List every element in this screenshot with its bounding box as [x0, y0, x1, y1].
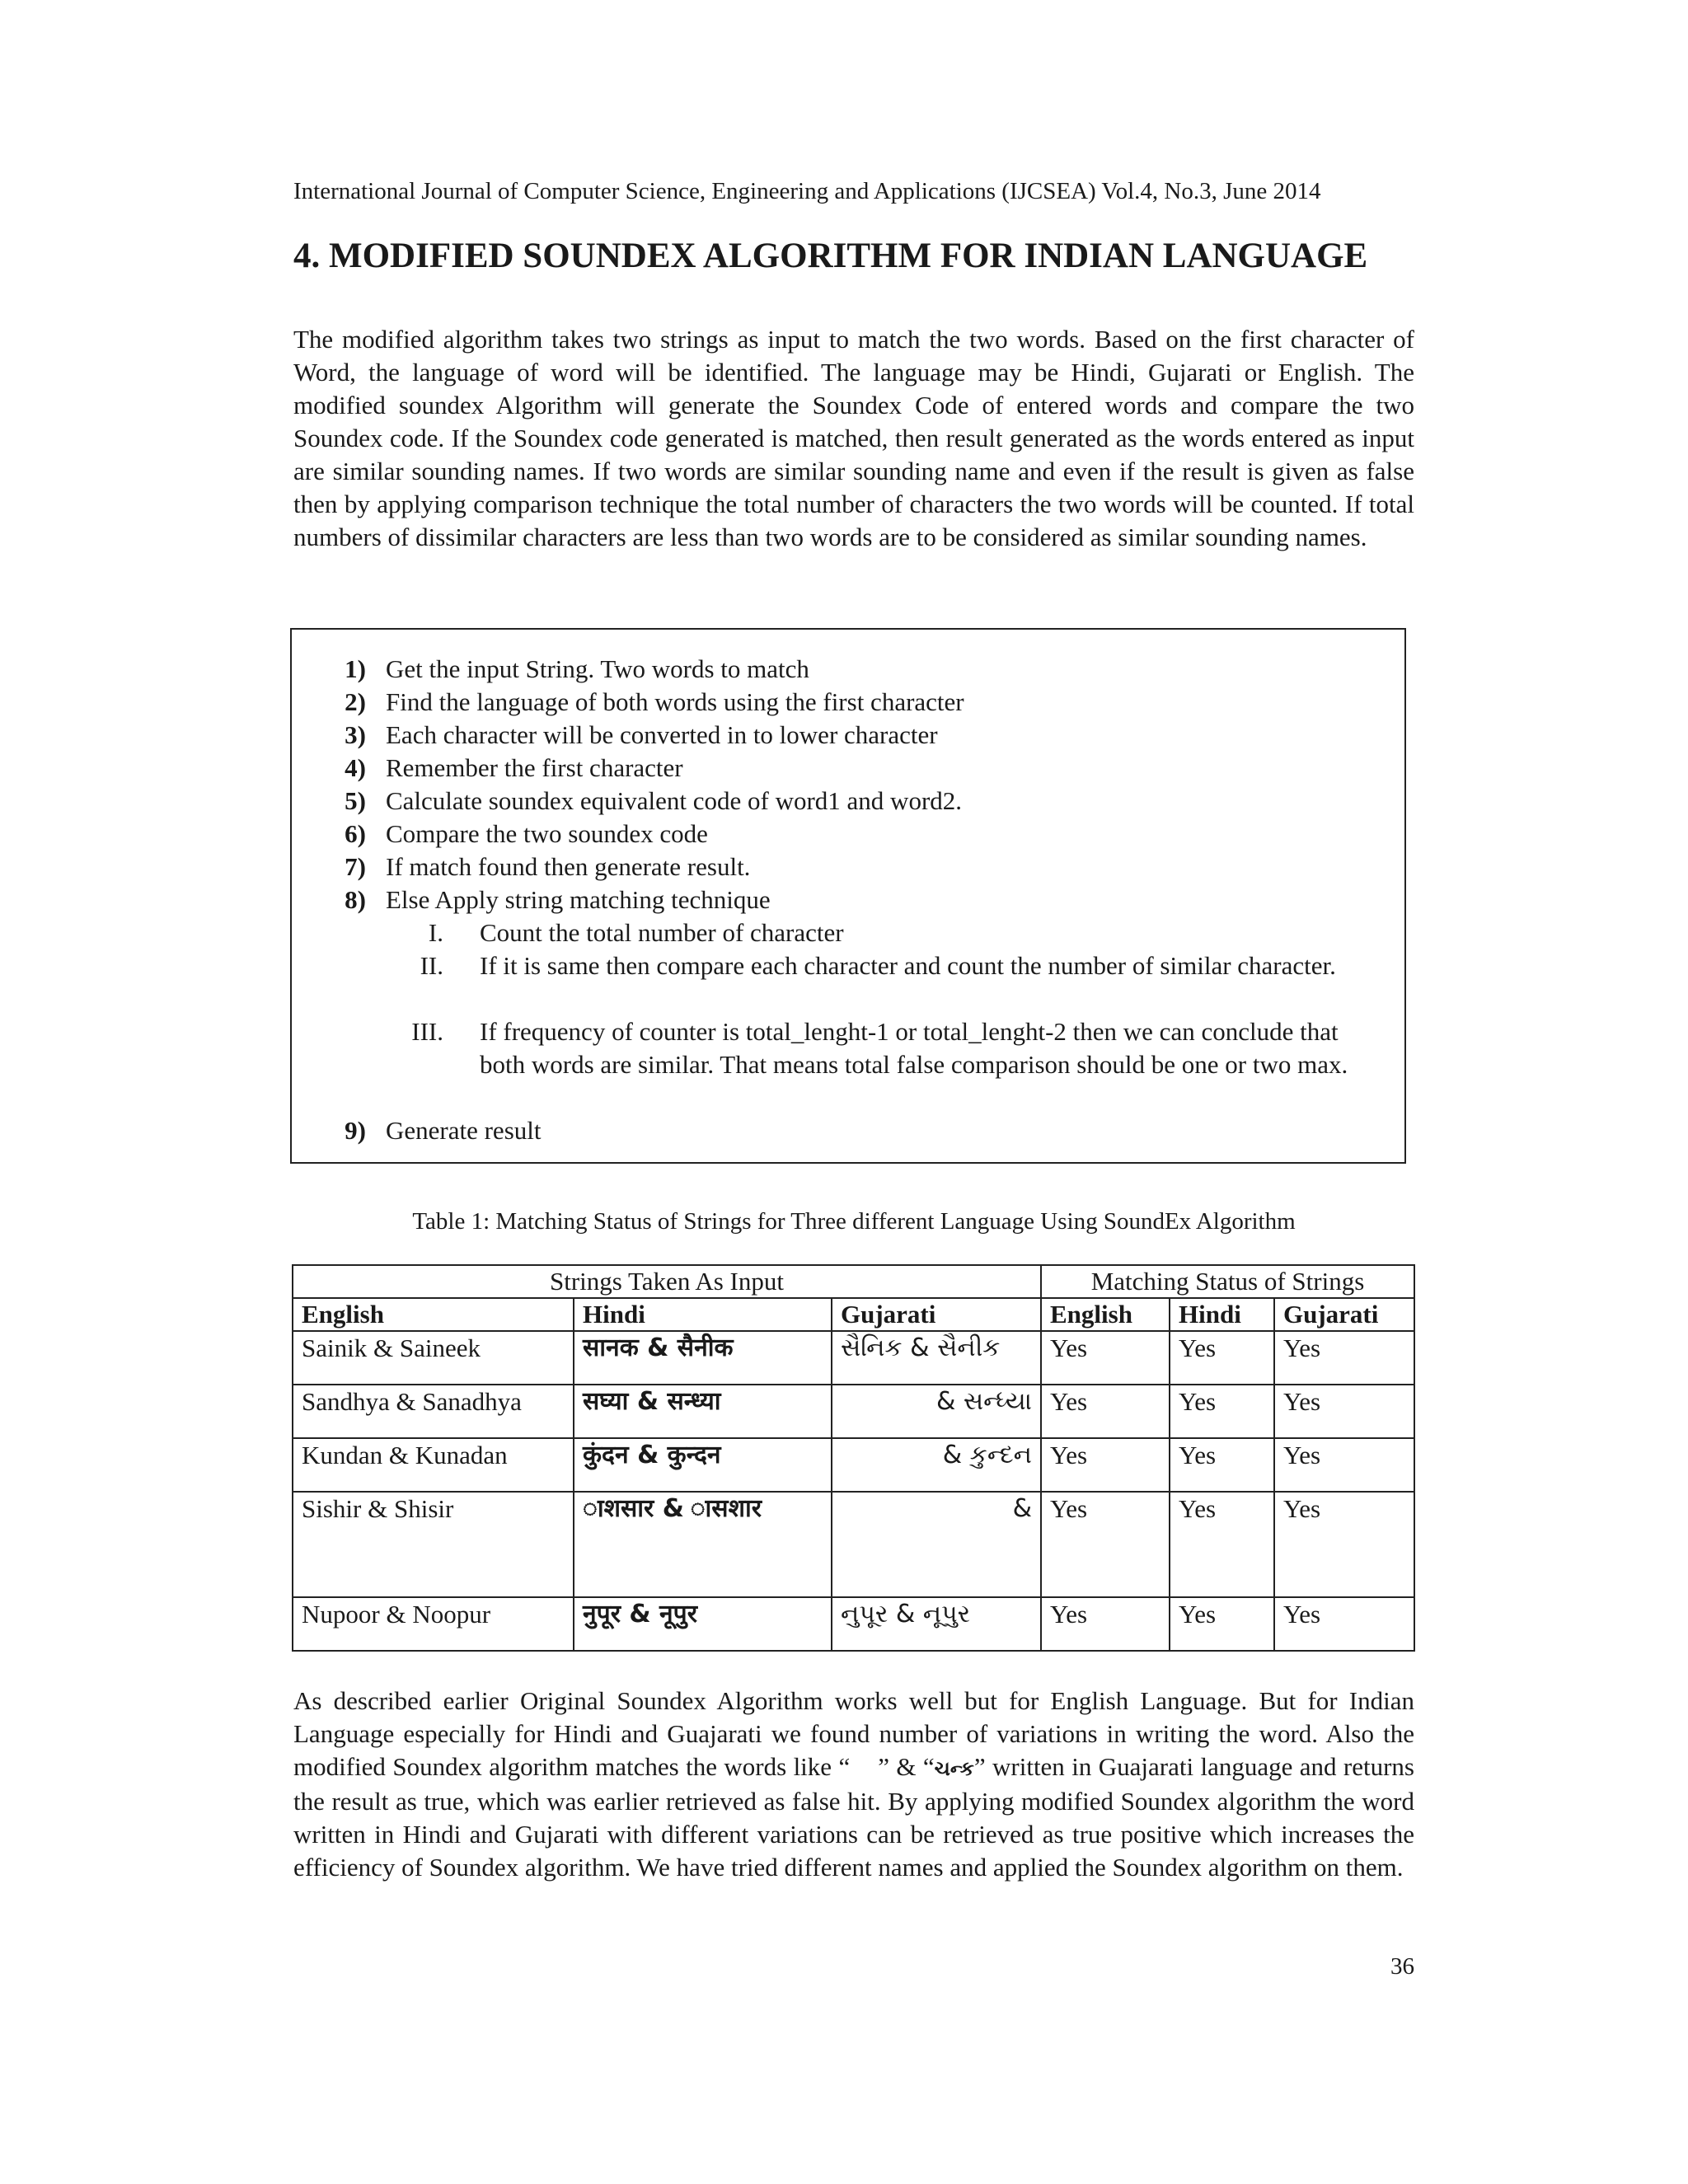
- substep-text: If it is same then compare each character and count the number of similar character.: [480, 951, 1336, 980]
- algorithm-substep: [292, 1015, 1404, 1114]
- cell-status-english: Yes: [1041, 1385, 1170, 1438]
- cell-english: Nupoor & Noopur: [293, 1597, 574, 1651]
- column-header: English: [1041, 1298, 1170, 1331]
- algorithm-step: [292, 851, 1404, 883]
- step-text: Each character will be converted in to lower character: [386, 720, 938, 749]
- algorithm-step: [292, 883, 1404, 916]
- algorithm-step: [292, 785, 1404, 818]
- cell-status-english: Yes: [1041, 1492, 1170, 1597]
- column-header: Hindi: [574, 1298, 832, 1331]
- journal-header: International Journal of Computer Science, Engineering and Applications (IJCSEA) Vol.4, No.3, June 2014: [293, 178, 1321, 204]
- algorithm-step: [292, 686, 1404, 719]
- algorithm-step: [292, 719, 1404, 752]
- substep-text: If frequency of counter is total_lenght-1 or total_lenght-2 then we can conclude that both words are similar. That means total false comparison should be one or two max.: [480, 1017, 1348, 1079]
- substep-number: III.: [411, 1017, 443, 1046]
- step-text: If match found then generate result.: [386, 852, 751, 881]
- section-title: 4. MODIFIED SOUNDEX ALGORITHM FOR INDIAN LANGUAGE: [293, 237, 1368, 275]
- cell-hindi: सघ्या & सन्ध्या: [574, 1385, 832, 1438]
- column-header: English: [293, 1298, 574, 1331]
- cell-hindi: कुंदन & कुन्दन: [574, 1438, 832, 1492]
- closing-text-part2: ” & “: [878, 1752, 935, 1781]
- step-text: Generate result: [386, 1116, 542, 1145]
- cell-status-hindi: Yes: [1170, 1385, 1274, 1438]
- cell-status-gujarati: Yes: [1274, 1597, 1414, 1651]
- algorithm-step: [292, 1114, 1404, 1147]
- step-number: 5): [345, 786, 366, 815]
- cell-status-hindi: Yes: [1170, 1597, 1274, 1651]
- page-number: 36: [1390, 1953, 1414, 1980]
- cell-status-gujarati: Yes: [1274, 1438, 1414, 1492]
- closing-text-part1: As described earlier Original Soundex Algorithm works well but for English Language. But for Indian Language especially for Hindi and Guajarati we found number of variations in writing the word. Also the modified Soundex algorithm matches the words like “: [293, 1686, 1414, 1781]
- closing-text-part3: ” written in Guajarati language and returns the result as true, which was earlier retrieved as false hit. By applying modified Soundex algorithm the word written in Hindi and Gujarati with different variations can be retrieved as true positive which increases the efficiency of Soundex algorithm. We have tried different names and applied the Soundex algorithm on them.: [293, 1752, 1414, 1882]
- step-text: Find the language of both words using the first character: [386, 687, 964, 716]
- algorithm-step: [292, 818, 1404, 851]
- step-number: 8): [345, 885, 366, 914]
- cell-status-hindi: Yes: [1170, 1331, 1274, 1385]
- group-header-status: Matching Status of Strings: [1041, 1265, 1414, 1298]
- algorithm-substep: [292, 916, 1404, 949]
- column-header: Hindi: [1170, 1298, 1274, 1331]
- table-row: [293, 1438, 1414, 1492]
- cell-status-gujarati: Yes: [1274, 1331, 1414, 1385]
- step-number: 9): [345, 1116, 366, 1145]
- table-row: [293, 1385, 1414, 1438]
- group-header-input: Strings Taken As Input: [293, 1265, 1041, 1298]
- step-number: 4): [345, 753, 366, 782]
- closing-paragraph: [293, 1685, 1414, 1884]
- table-caption: Table 1: Matching Status of Strings for Three different Language Using SoundEx Algorithm: [412, 1208, 1296, 1235]
- cell-status-gujarati: Yes: [1274, 1492, 1414, 1597]
- algorithm-substep: [292, 949, 1404, 1015]
- table-row: [293, 1597, 1414, 1651]
- table-row: [293, 1492, 1414, 1597]
- cell-hindi: ाशसार & ासशार: [574, 1492, 832, 1597]
- algorithm-steps: [292, 653, 1404, 1147]
- cell-english: Sishir & Shisir: [293, 1492, 574, 1597]
- step-text: Remember the first character: [386, 753, 683, 782]
- cell-hindi: सानक & सैनीक: [574, 1331, 832, 1385]
- cell-status-hindi: Yes: [1170, 1492, 1274, 1597]
- intro-paragraph: The modified algorithm takes two strings as input to match the two words. Based on the first character of Word, the language of word will be identified. The language may be Hindi, Gujarati or English. The modified soundex Algorithm will generate the Soundex Code of entered words and compare the two Soundex code. If the Soundex code generated is matched, then result generated as the words entered as input are similar sounding names. If two words are similar sounding name and even if the result is given as false then by applying comparison technique the total number of characters the two words will be counted. If total numbers of dissimilar characters are less than two words are to be considered as similar sounding names.: [293, 325, 1414, 551]
- step-number: 1): [345, 654, 366, 683]
- step-text: Get the input String. Two words to match: [386, 654, 809, 683]
- step-text: Compare the two soundex code: [386, 819, 708, 848]
- step-number: 2): [345, 687, 366, 716]
- cell-hindi: नुपूर & नूपुर: [574, 1597, 832, 1651]
- step-text: Calculate soundex equivalent code of word1 and word2.: [386, 786, 963, 815]
- cell-gujarati: નુપૂર & નૂપુર: [832, 1597, 1041, 1651]
- substep-number: II.: [420, 951, 443, 980]
- cell-status-gujarati: Yes: [1274, 1385, 1414, 1438]
- cell-gujarati: & સન્ધ્યા: [832, 1385, 1041, 1438]
- column-header: Gujarati: [832, 1298, 1041, 1331]
- cell-status-english: Yes: [1041, 1597, 1170, 1651]
- cell-english: Sandhya & Sanadhya: [293, 1385, 574, 1438]
- gujarati-inline-word: ચન્ક: [934, 1757, 974, 1780]
- table-header-row: [293, 1298, 1414, 1331]
- cell-status-english: Yes: [1041, 1438, 1170, 1492]
- step-text: Else Apply string matching technique: [386, 885, 771, 914]
- cell-gujarati: &: [832, 1492, 1041, 1597]
- substep-number: I.: [428, 918, 443, 947]
- step-number: 7): [345, 852, 366, 881]
- column-header: Gujarati: [1274, 1298, 1414, 1331]
- algorithm-step: [292, 653, 1404, 686]
- cell-english: Sainik & Saineek: [293, 1331, 574, 1385]
- step-number: 6): [345, 819, 366, 848]
- table-row: [293, 1331, 1414, 1385]
- table-group-header-row: [293, 1265, 1414, 1298]
- cell-gujarati: સૈનિક & સૈનીક: [832, 1331, 1041, 1385]
- cell-status-english: Yes: [1041, 1331, 1170, 1385]
- substep-text: Count the total number of character: [480, 918, 844, 947]
- algorithm-box: [290, 628, 1406, 1164]
- step-number: 3): [345, 720, 366, 749]
- cell-status-hindi: Yes: [1170, 1438, 1274, 1492]
- cell-english: Kundan & Kunadan: [293, 1438, 574, 1492]
- cell-gujarati: & કુન્દન: [832, 1438, 1041, 1492]
- algorithm-step: [292, 752, 1404, 785]
- matching-status-table: [292, 1264, 1415, 1652]
